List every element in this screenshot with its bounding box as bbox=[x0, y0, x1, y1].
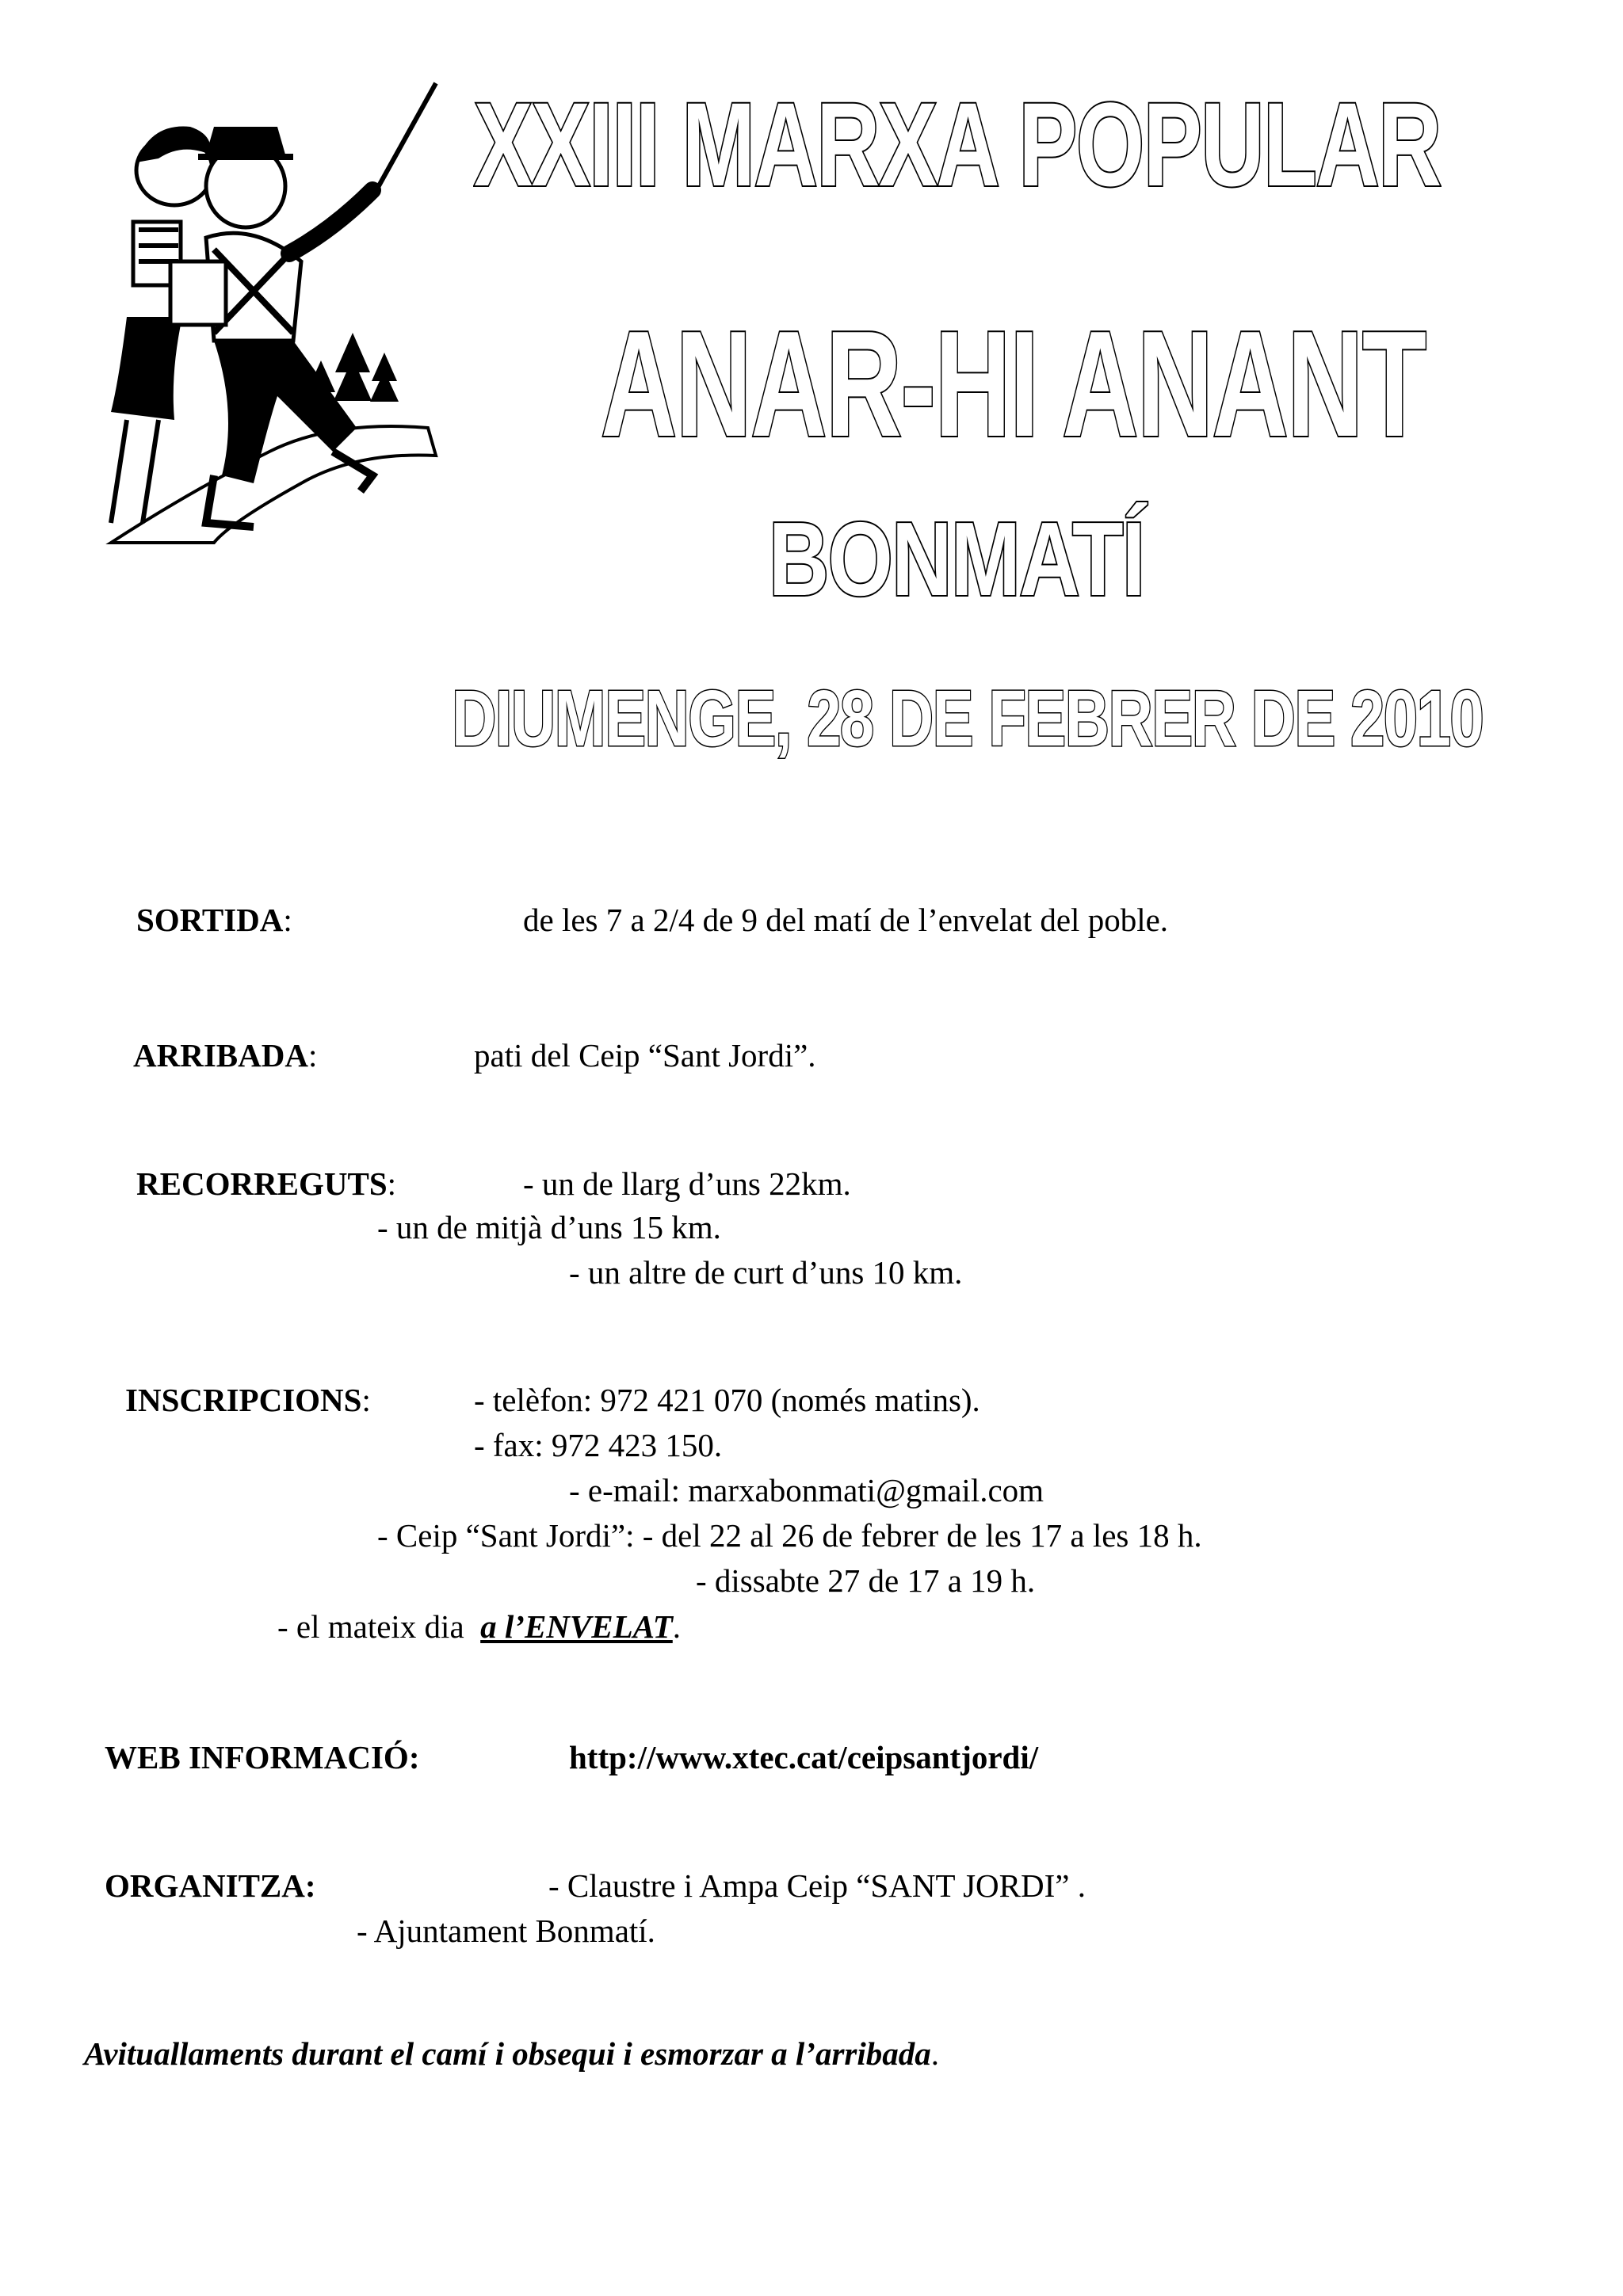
recorregut-item: - un de mitjà d’uns 15 km. bbox=[377, 1209, 721, 1245]
recorreguts-label: RECORREGUTS bbox=[136, 1165, 388, 1202]
web-label: WEB INFORMACIÓ: bbox=[105, 1739, 420, 1775]
inscripcio-same-day bbox=[277, 1608, 681, 1646]
same-day-suffix: . bbox=[672, 1608, 682, 1645]
sortida-label: SORTIDA bbox=[136, 902, 284, 938]
inscripcions-label: INSCRIPCIONS bbox=[125, 1382, 362, 1418]
organitza-item: - Claustre i Ampa Ceip “SANT JORDI” . bbox=[548, 1867, 1086, 1904]
arribada-label: ARRIBADA bbox=[133, 1037, 308, 1074]
recorreguts-row bbox=[136, 1165, 396, 1203]
inscripcio-email: - e-mail: marxabonmati@gmail.com bbox=[569, 1472, 1044, 1508]
recorregut-item: - un de llarg d’uns 22km. bbox=[523, 1165, 851, 1202]
inscripcio-fax: - fax: 972 423 150. bbox=[474, 1427, 723, 1463]
inscripcio-dissabte: - dissabte 27 de 17 a 19 h. bbox=[696, 1562, 1036, 1599]
event-location: BONMATÍ bbox=[769, 501, 1144, 617]
sortida-value: de les 7 a 2/4 de 9 del matí de l’envelat del poble. bbox=[523, 902, 1169, 938]
footer-note-end: . bbox=[930, 2035, 940, 2072]
hiking-couple-clipart-icon bbox=[95, 79, 452, 547]
sortida-row bbox=[136, 901, 292, 939]
same-day-place: a l’ENVELAT bbox=[480, 1608, 673, 1645]
recorregut-item: - un altre de curt d’uns 10 km. bbox=[569, 1254, 963, 1291]
arribada-row bbox=[133, 1036, 317, 1074]
event-subtitle: ANAR-HI ANANT bbox=[601, 300, 1426, 468]
inscripcio-ceip: - Ceip “Sant Jordi”: - del 22 al 26 de febrer de les 17 a les 18 h. bbox=[377, 1517, 1202, 1554]
recorreguts-colon: : bbox=[387, 1165, 397, 1202]
arribada-colon: : bbox=[307, 1037, 318, 1074]
event-title: XXIII MARXA POPULAR bbox=[474, 78, 1441, 211]
event-date: DIUMENGE, 28 DE FEBRER DE 2010 bbox=[452, 674, 1484, 763]
same-day-prefix: - el mateix dia bbox=[277, 1608, 481, 1645]
footer-note bbox=[84, 2035, 939, 2073]
web-url-link[interactable]: http://www.xtec.cat/ceipsantjordi/ bbox=[569, 1739, 1039, 1775]
footer-note-text: Avituallaments durant el camí i obsequi i esmorzar a l’arribada bbox=[84, 2035, 931, 2072]
inscripcions-row bbox=[125, 1381, 371, 1419]
arribada-value: pati del Ceip “Sant Jordi”. bbox=[474, 1037, 816, 1074]
inscripcio-phone: - telèfon: 972 421 070 (només matins). bbox=[474, 1382, 980, 1418]
organitza-item: - Ajuntament Bonmatí. bbox=[357, 1913, 655, 1949]
sortida-colon: : bbox=[283, 902, 292, 938]
inscripcions-colon: : bbox=[361, 1382, 371, 1418]
organitza-label: ORGANITZA: bbox=[105, 1867, 316, 1904]
